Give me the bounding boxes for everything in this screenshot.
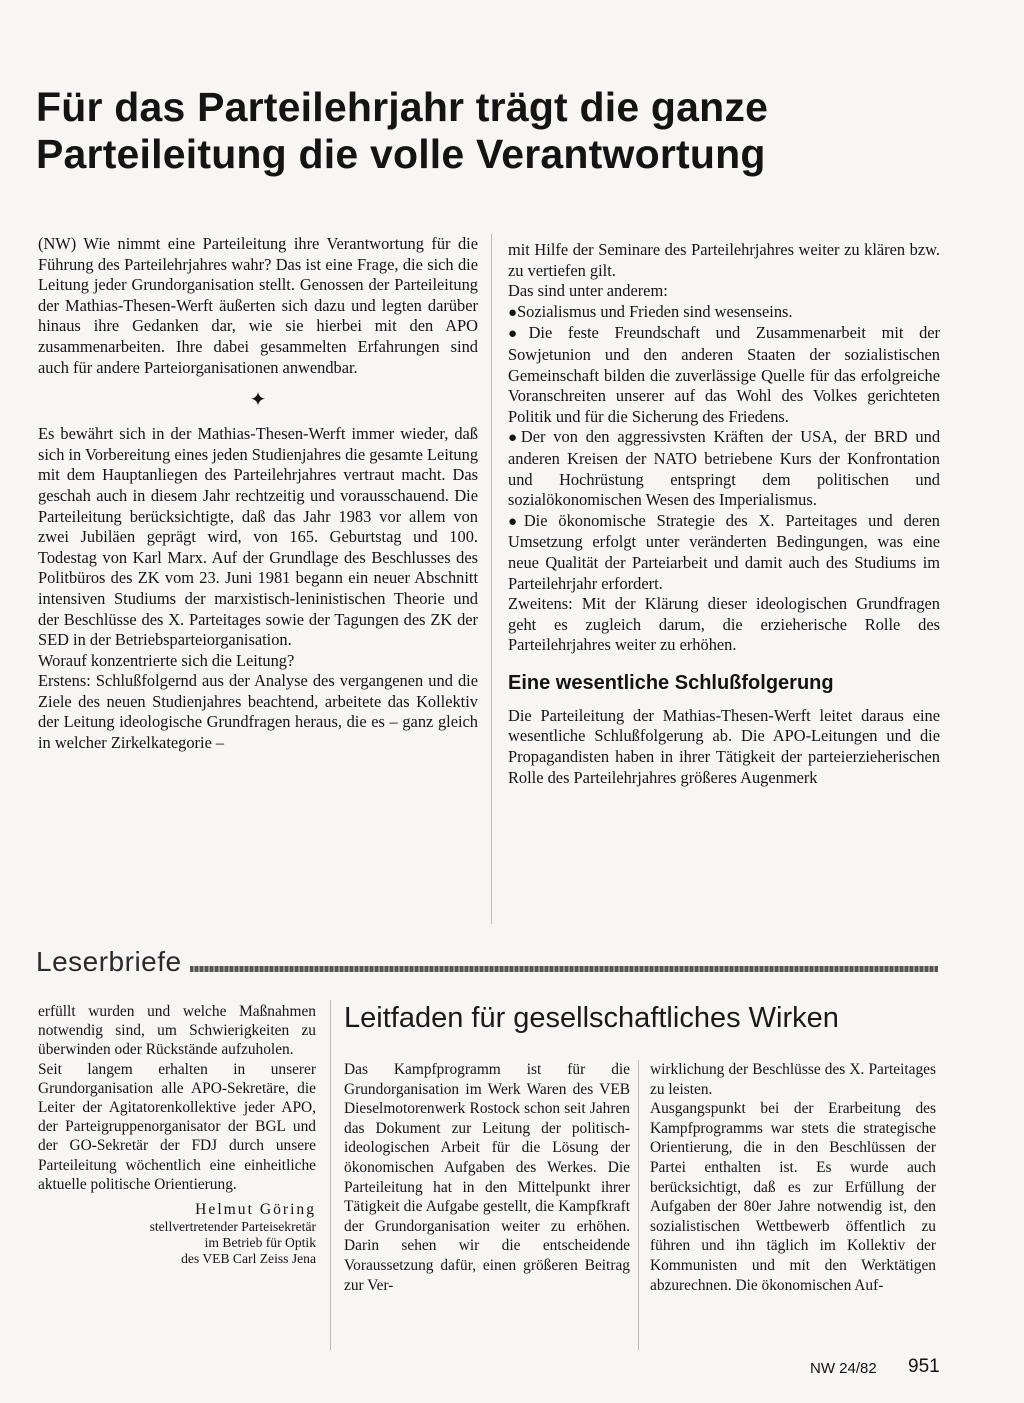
bullet-text: Der von den aggressivsten Kräften der USA, der BRD und anderen Kreisen der NATO betriebene Kurs der Konfrontation und Hochrüstung entspringt dem politischen und sozialökonomischen Wesen des Imperialismus. <box>508 427 941 510</box>
article2-paragraph-2: wirklichung der Beschlüsse des X. Parteitages zu leisten. <box>650 1061 936 1098</box>
bullet-icon: ● <box>508 430 521 447</box>
article2-paragraph-3: Ausgangspunkt bei der Erarbeitung des Kampfprogramms war stets die strategische Orientierung, die in den Beschlüssen der Partei enthalten ist. Es wurde auch berücksichtigt, daß es zur Erfüllung der Aufgaben der 80er Jahre notwendig ist, den sozialistischen Wettbewerb öffentlich zu führen und ihn täglich im Kollektiv der Kommunisten und mit den Werktätigen abzurechnen. Die ökonomischen Auf- <box>650 1100 936 1294</box>
article2-title: Leitfaden für gesellschaftliches Wirken <box>344 1002 839 1034</box>
col2-intro: mit Hilfe der Seminare des Parteilehrjahres weiter zu klären bzw. zu vertiefen gilt. <box>508 240 940 280</box>
article-headline <box>36 84 936 178</box>
issue-number: NW 24/82 <box>810 1360 877 1377</box>
letter-author-role-3: des VEB Carl Zeiss Jena <box>181 1251 316 1267</box>
col2-second-point: Zweitens: Mit der Klärung dieser ideologischen Grundfragen geht es zugleich darum, die erzieherische Rolle des Parteilehrjahres weiter zu erhöhen. <box>508 594 940 655</box>
bullet-item <box>508 302 940 324</box>
bullet-text: Die ökonomische Strategie des X. Parteitages und deren Umsetzung erfolgt unter veränderten Bedingungen, was eine neue Qualität der Parteiarbeit und damit auch des Studiums im Parteilehrjahr erfordert. <box>508 510 940 593</box>
letter-paragraph-2: Seit langem erhalten in unserer Grundorganisation alle APO-Sekretäre, die Leiter der Agitatorenkollektive jeder APO, der Parteigruppenorganisator der BGL und der GO-Sekretär der FDJ durch unsere Parteileitung wöchentlich eine einheitliche aktuelle politische Orientierung. <box>38 1060 316 1193</box>
article2-column-2 <box>650 1060 936 1295</box>
headline-line-1: Für das Parteilehrjahr trägt die ganze <box>36 84 769 130</box>
bullet-text: Sozialismus und Frieden sind wesenseins. <box>517 301 793 321</box>
letter-paragraph-1: erfüllt wurden und welche Maßnahmen notwendig sind, um Schwierigkeiten zu überwinden oder Rückstände aufzuholen. <box>38 1003 316 1059</box>
article2-column-divider <box>638 1060 639 1350</box>
reader-letter <box>38 1002 316 1267</box>
bullet-item <box>508 511 940 594</box>
letter-author-role-2: im Betrieb für Optik <box>204 1235 316 1251</box>
body-paragraph-3: Erstens: Schlußfolgernd aus der Analyse des vergangenen und die Ziele des neuen Studienjahres beachtend, arbeitete das Kollektiv der Leitung ideologische Grundfragen heraus, die es – ganz gleich in welcher Zirkelkategorie – <box>38 671 478 753</box>
article-column-1 <box>38 234 478 754</box>
col2-lead: Das sind unter anderem: <box>508 281 668 301</box>
article2-column-1 <box>344 1060 630 1295</box>
intro-paragraph: (NW) Wie nimmt eine Parteileitung ihre Verantwortung für die Führung des Parteilehrjahres wahr? Das ist eine Frage, die sich die Leitung jeder Grundorganisation stellt. Genossen der Parteileitung der Mathias-Thesen-Werft äußerten sich dazu und legten darüber hinaus ihre Gedanken dar, wie sie hierbei mit den APO zusammenarbeiten. Ihre dabei gesammelten Erfahrungen sind auch für andere Parteiorganisationen anwendbar. <box>38 234 478 377</box>
bullet-text: Die feste Freundschaft und Zusammenarbeit mit der Sowjetunion und den anderen Staaten der sozialistischen Gemeinschaft bilden die zuverlässige Quelle für das erfolgreiche Voranschreiten unserer auf das Wohl des Volkes gerichteten Politik und für die Sicherung des Friedens. <box>508 323 941 426</box>
letter-author-role-1: stellvertretender Parteisekretär <box>149 1219 316 1235</box>
column-divider <box>491 234 492 924</box>
bullet-item <box>508 323 940 427</box>
body-paragraph-1: Es bewährt sich in der Mathias-Thesen-Werft immer wieder, daß sich in Vorbereitung eines jeden Studienjahres die gesamte Leitung mit dem Hauptanliegen des Parteilehrjahres vertraut macht. Das geschah auch in diesem Jahr rechtzeitig und vorausschauend. Die Parteileitung berücksichtigte, daß das Jahr 1983 vor allem von zwei Jubiläen geprägt wird, von 165. Geburtstag und 100. Todestag von Karl Marx. Auf der Grundlage des Beschlusses des Politbüros des ZK vom 23. Juni 1981 begann ein neuer Abschnitt intensiven Studiums der marxistisch-leninistischen Theorie und der Beschlüsse des X. Parteitages sowie der Tagungen des ZK der SED in der Betriebsparteiorganisation. <box>38 424 479 650</box>
col2-conclusion: Die Parteileitung der Mathias-Thesen-Werft leitet daraus eine wesentliche Schlußfolgerung ab. Die APO-Leitungen und die Propagandisten haben in ihrer Tätigkeit der parteierzieherischen Rolle des Parteilehrjahres größeres Augenmerk <box>508 705 940 787</box>
bullet-icon: ● <box>508 513 524 530</box>
bullet-item <box>508 427 940 510</box>
letter-author: Helmut Göring <box>195 1201 316 1219</box>
bullet-icon: ● <box>508 326 529 343</box>
article2-paragraph-1: Das Kampfprogramm ist für die Grundorganisation im Werk Waren des VEB Dieselmotorenwerk Rostock schon seit Jahren das Dokument zur Leitung der politisch-ideologischen Arbeit für die Lösung der ökonomischen Aufgaben des Werkes. Die Parteileitung hat in den Mittelpunkt ihrer Tätigkeit die Aufgabe gestellt, die Kampfkraft der Grundorganisation weiter zu erhöhen. Darin sehen wir die entscheidende Voraussetzung dafür, einen größeren Beitrag zur Ver- <box>344 1061 630 1294</box>
bullet-icon: ● <box>508 304 518 321</box>
subheading: Eine wesentliche Schlußfolgerung <box>508 671 834 694</box>
section-rule <box>190 966 938 972</box>
letter-column-divider <box>330 1000 331 1350</box>
headline-line-2: Parteileitung die volle Verantwortung <box>36 131 766 177</box>
section-label: Leserbriefe <box>36 946 182 977</box>
section-divider-icon: ✦ <box>249 389 267 412</box>
body-paragraph-2: Worauf konzentrierte sich die Leitung? <box>38 650 295 670</box>
article-column-2 <box>508 240 940 788</box>
page-number: 951 <box>908 1356 940 1377</box>
